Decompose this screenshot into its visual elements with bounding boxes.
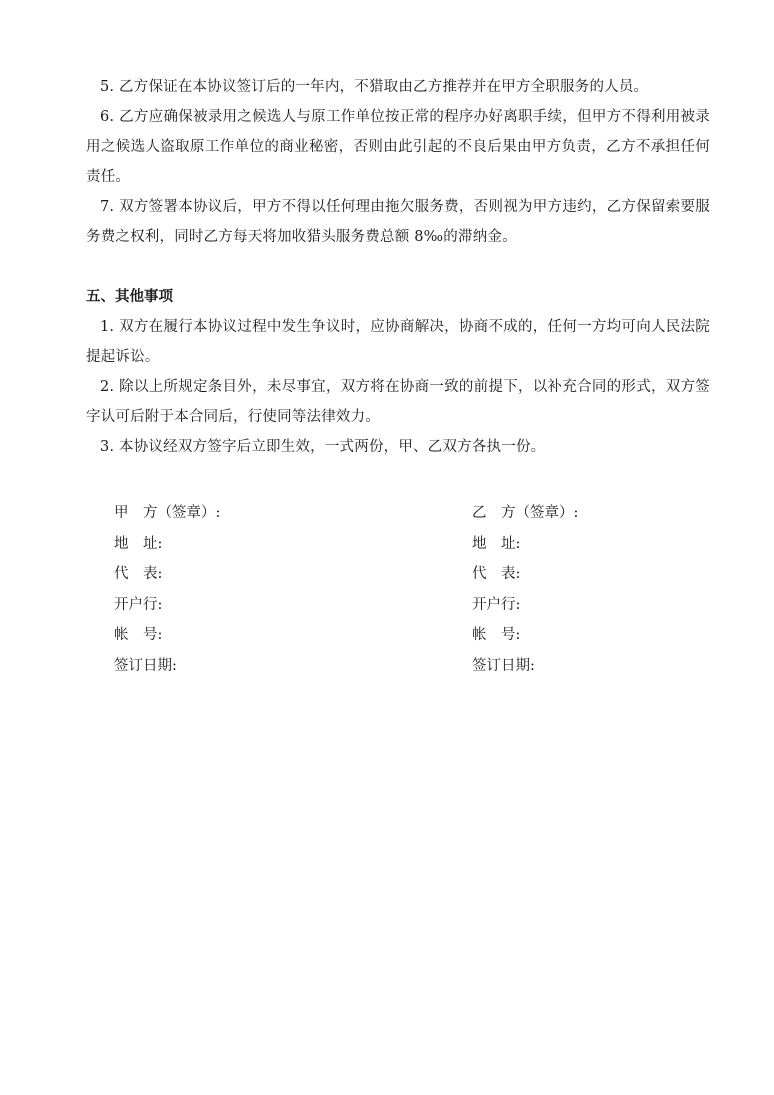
- party-b-representative-label: 代 表:: [472, 566, 521, 582]
- clause-7: 7. 双方签署本协议后，甲方不得以任何理由拖欠服务费，否则视为甲方违约，乙方保留索要服务费之权利，同时乙方每天将加收猎头服务费总额 8‰的滞纳金。: [86, 199, 710, 245]
- section-title-other-matters: 五、其他事项: [86, 289, 173, 305]
- party-b-signature: [472, 498, 732, 681]
- other-clause-1: 1. 双方在履行本协议过程中发生争议时，应协商解决，协商不成的，任何一方均可向人民法院提起诉讼。: [86, 319, 710, 365]
- party-a-seal-label: 甲 方（签章）:: [114, 505, 221, 521]
- document-body: [86, 72, 710, 462]
- clause-5: 5. 乙方保证在本协议签订后的一年内，不猎取由乙方推荐并在甲方全职服务的人员。: [100, 79, 649, 95]
- party-b-address-label: 地 址:: [472, 535, 521, 552]
- party-a-signature: [114, 498, 374, 681]
- other-clause-3: 3. 本协议经双方签字后立即生效，一式两份，甲、乙双方各执一份。: [100, 439, 546, 455]
- party-a-address-label: 地 址:: [114, 535, 163, 552]
- party-a-representative-label: 代 表:: [114, 566, 163, 582]
- party-b-account-label: 帐 号:: [472, 627, 521, 643]
- party-a-bank-label: 开户行:: [114, 596, 163, 613]
- clause-6: 6. 乙方应确保被录用之候选人与原工作单位按正常的程序办好离职手续，但甲方不得利用被录用之候选人盗取原工作单位的商业秘密，否则由此引起的不良后果由甲方负责，乙方不承担任何责任。: [86, 109, 710, 185]
- party-b-date-label: 签订日期:: [472, 657, 535, 674]
- party-b-seal-label: 乙 方（签章）:: [472, 505, 579, 521]
- other-clause-2: 2. 除以上所规定条目外，未尽事宜，双方将在协商一致的前提下，以补充合同的形式，双方签字认可后附于本合同后，行使同等法律效力。: [86, 379, 710, 425]
- party-a-date-label: 签订日期:: [114, 657, 177, 674]
- party-a-account-label: 帐 号:: [114, 627, 163, 643]
- party-b-bank-label: 开户行:: [472, 596, 521, 613]
